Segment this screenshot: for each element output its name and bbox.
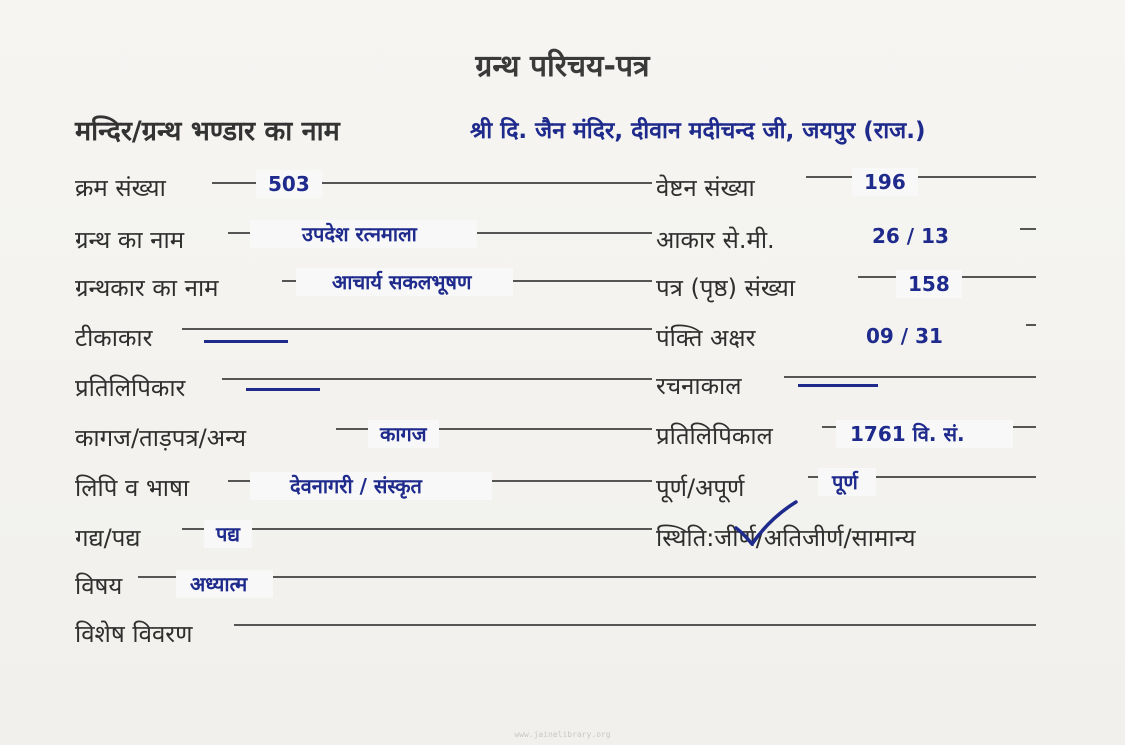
copy-period-label: प्रतिलिपिकाल: [656, 422, 773, 450]
material-value: कागज: [368, 420, 439, 448]
lines-letters-label: पंक्ति अक्षर: [656, 324, 756, 352]
commentator-dash: [204, 340, 288, 343]
checkmark-icon: [730, 498, 800, 550]
subject-value: अध्यात्म: [176, 570, 273, 598]
copyist-dash: [246, 388, 320, 391]
author-label: ग्रन्थकार का नाम: [75, 274, 219, 302]
size-label: आकार से.मी.: [656, 226, 775, 254]
composition-period-label: रचनाकाल: [656, 372, 742, 400]
serial-value: 503: [256, 170, 322, 198]
serial-label: क्रम संख्या: [75, 174, 166, 202]
subject-label: विषय: [75, 572, 123, 600]
prose-verse-value: पद्य: [204, 520, 252, 548]
complete-incomplete-value: पूर्ण: [818, 468, 876, 496]
commentator-line: [182, 328, 652, 330]
title-name-label: ग्रन्थ का नाम: [75, 226, 185, 254]
copyist-line: [222, 378, 652, 380]
wrapper-number-line: [806, 176, 1036, 178]
folio-count-label: पत्र (पृष्ठ) संख्या: [656, 274, 796, 302]
wrapper-number-value: 196: [852, 168, 918, 196]
temple-value: श्री दि. जैन मंदिर, दीवान मदीचन्द जी, जयपुर (राज.): [470, 118, 926, 144]
prose-verse-line: [182, 528, 652, 530]
copyist-label: प्रतिलिपिकार: [75, 374, 186, 402]
lines-letters-value: 09 / 31: [866, 324, 943, 348]
condition-label: स्थिति:जीर्ण/अतिजीर्ण/सामान्य: [656, 524, 916, 552]
remarks-label: विशेष विवरण: [75, 620, 193, 648]
footer-watermark: www.jainelibrary.org: [514, 730, 611, 739]
complete-incomplete-label: पूर्ण/अपूर्ण: [656, 474, 745, 502]
script-language-value: देवनागरी / संस्कृत: [250, 472, 492, 500]
temple-label: मन्दिर/ग्रन्थ भण्डार का नाम: [75, 116, 340, 147]
folio-count-value: 158: [896, 270, 962, 298]
material-label: कागज/ताड़पत्र/अन्य: [75, 424, 247, 452]
composition-period-dash: [798, 384, 878, 387]
lines-letters-line: [1026, 324, 1036, 326]
prose-verse-label: गद्य/पद्य: [75, 524, 141, 552]
title-name-value: उपदेश रत्नमाला: [250, 220, 477, 248]
composition-period-line: [784, 376, 1036, 378]
size-value: 26 / 13: [872, 224, 949, 248]
size-line: [1020, 228, 1036, 230]
remarks-line: [234, 624, 1036, 626]
wrapper-number-label: वेष्टन संख्या: [656, 174, 755, 202]
author-value: आचार्य सकलभूषण: [296, 268, 513, 296]
card-title: ग्रन्थ परिचय-पत्र: [475, 49, 650, 84]
script-language-label: लिपि व भाषा: [75, 474, 190, 502]
copy-period-value: 1761 वि. सं.: [836, 420, 1013, 448]
commentator-label: टीकाकार: [75, 324, 153, 352]
